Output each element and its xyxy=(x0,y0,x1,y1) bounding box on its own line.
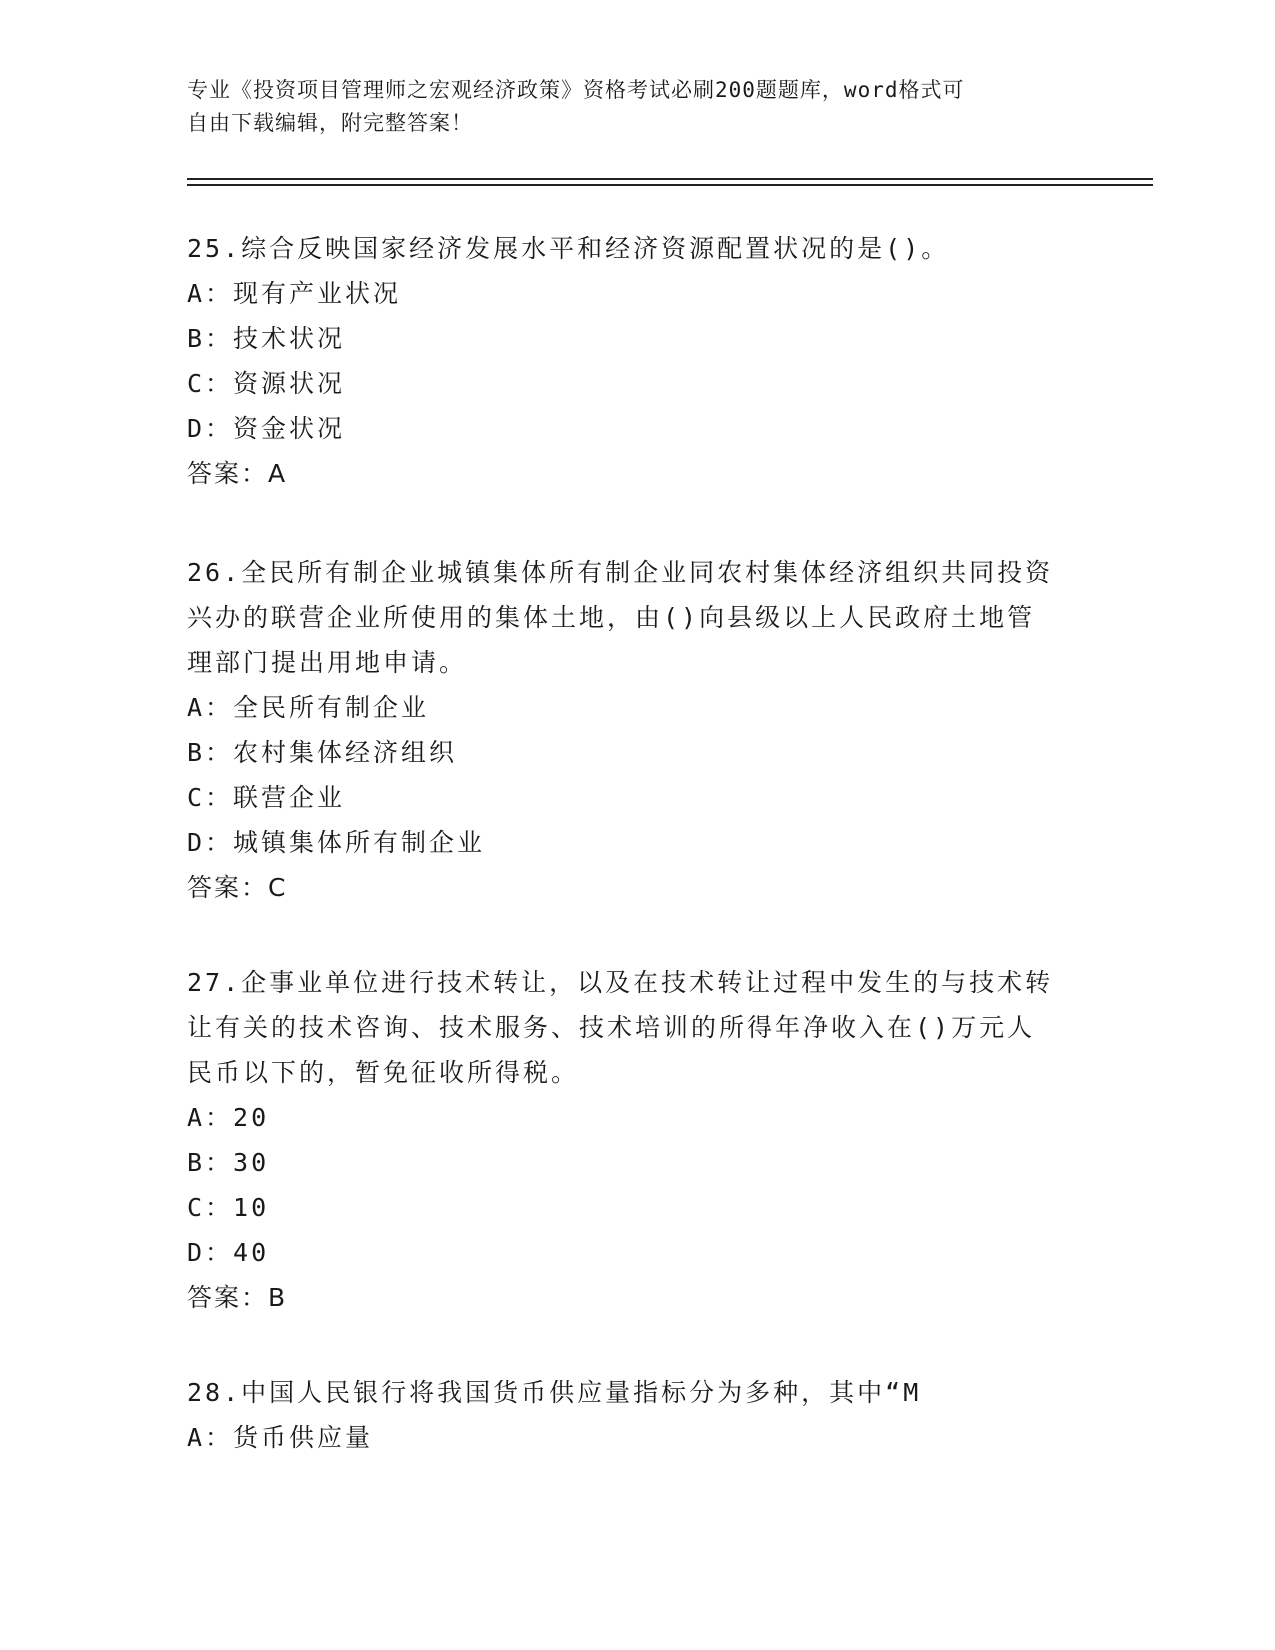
option-b: B：农村集体经济组织 xyxy=(187,738,458,767)
header-divider-top xyxy=(187,178,1153,180)
question-text: 民币以下的，暂免征收所得税。 xyxy=(187,1058,580,1087)
option-a: A：全民所有制企业 xyxy=(187,693,430,722)
question-25 xyxy=(187,226,1087,496)
question-text: 理部门提出用地申请。 xyxy=(187,648,468,677)
question-text: 兴办的联营企业所使用的集体土地，由()向县级以上人民政府土地管 xyxy=(187,603,1036,632)
option-d: D：资金状况 xyxy=(187,414,346,443)
option-a: A：20 xyxy=(187,1103,270,1132)
question-text: 让有关的技术咨询、技术服务、技术培训的所得年净收入在()万元人 xyxy=(187,1013,1036,1042)
header-line-2: 自由下载编辑，附完整答案！ xyxy=(187,111,473,135)
option-c: C：联营企业 xyxy=(187,783,346,812)
question-26 xyxy=(187,550,1087,910)
option-c: C：资源状况 xyxy=(187,369,346,398)
question-27 xyxy=(187,960,1087,1320)
option-c: C：10 xyxy=(187,1193,270,1222)
question-text: 26.全民所有制企业城镇集体所有制企业同农村集体经济组织共同投资 xyxy=(187,558,1054,587)
option-a: A：现有产业状况 xyxy=(187,279,402,308)
question-text: 27.企事业单位进行技术转让，以及在技术转让过程中发生的与技术转 xyxy=(187,968,1054,997)
option-b: B：30 xyxy=(187,1148,270,1177)
document-header xyxy=(187,74,1067,140)
header-line-1: 专业《投资项目管理师之宏观经济政策》资格考试必刷200题题库，word格式可 xyxy=(187,78,965,102)
answer-label: 答案：A xyxy=(187,459,288,488)
answer-label: 答案：B xyxy=(187,1283,288,1312)
option-b: B：技术状况 xyxy=(187,324,346,353)
header-divider-bottom xyxy=(187,184,1153,186)
option-d: D：城镇集体所有制企业 xyxy=(187,828,486,857)
question-text: 28.中国人民银行将我国货币供应量指标分为多种，其中“M xyxy=(187,1378,922,1407)
option-a: A：货币供应量 xyxy=(187,1423,374,1452)
question-28 xyxy=(187,1370,1087,1460)
question-text: 25.综合反映国家经济发展水平和经济资源配置状况的是()。 xyxy=(187,234,950,263)
answer-label: 答案：C xyxy=(187,873,288,902)
option-d: D：40 xyxy=(187,1238,270,1267)
